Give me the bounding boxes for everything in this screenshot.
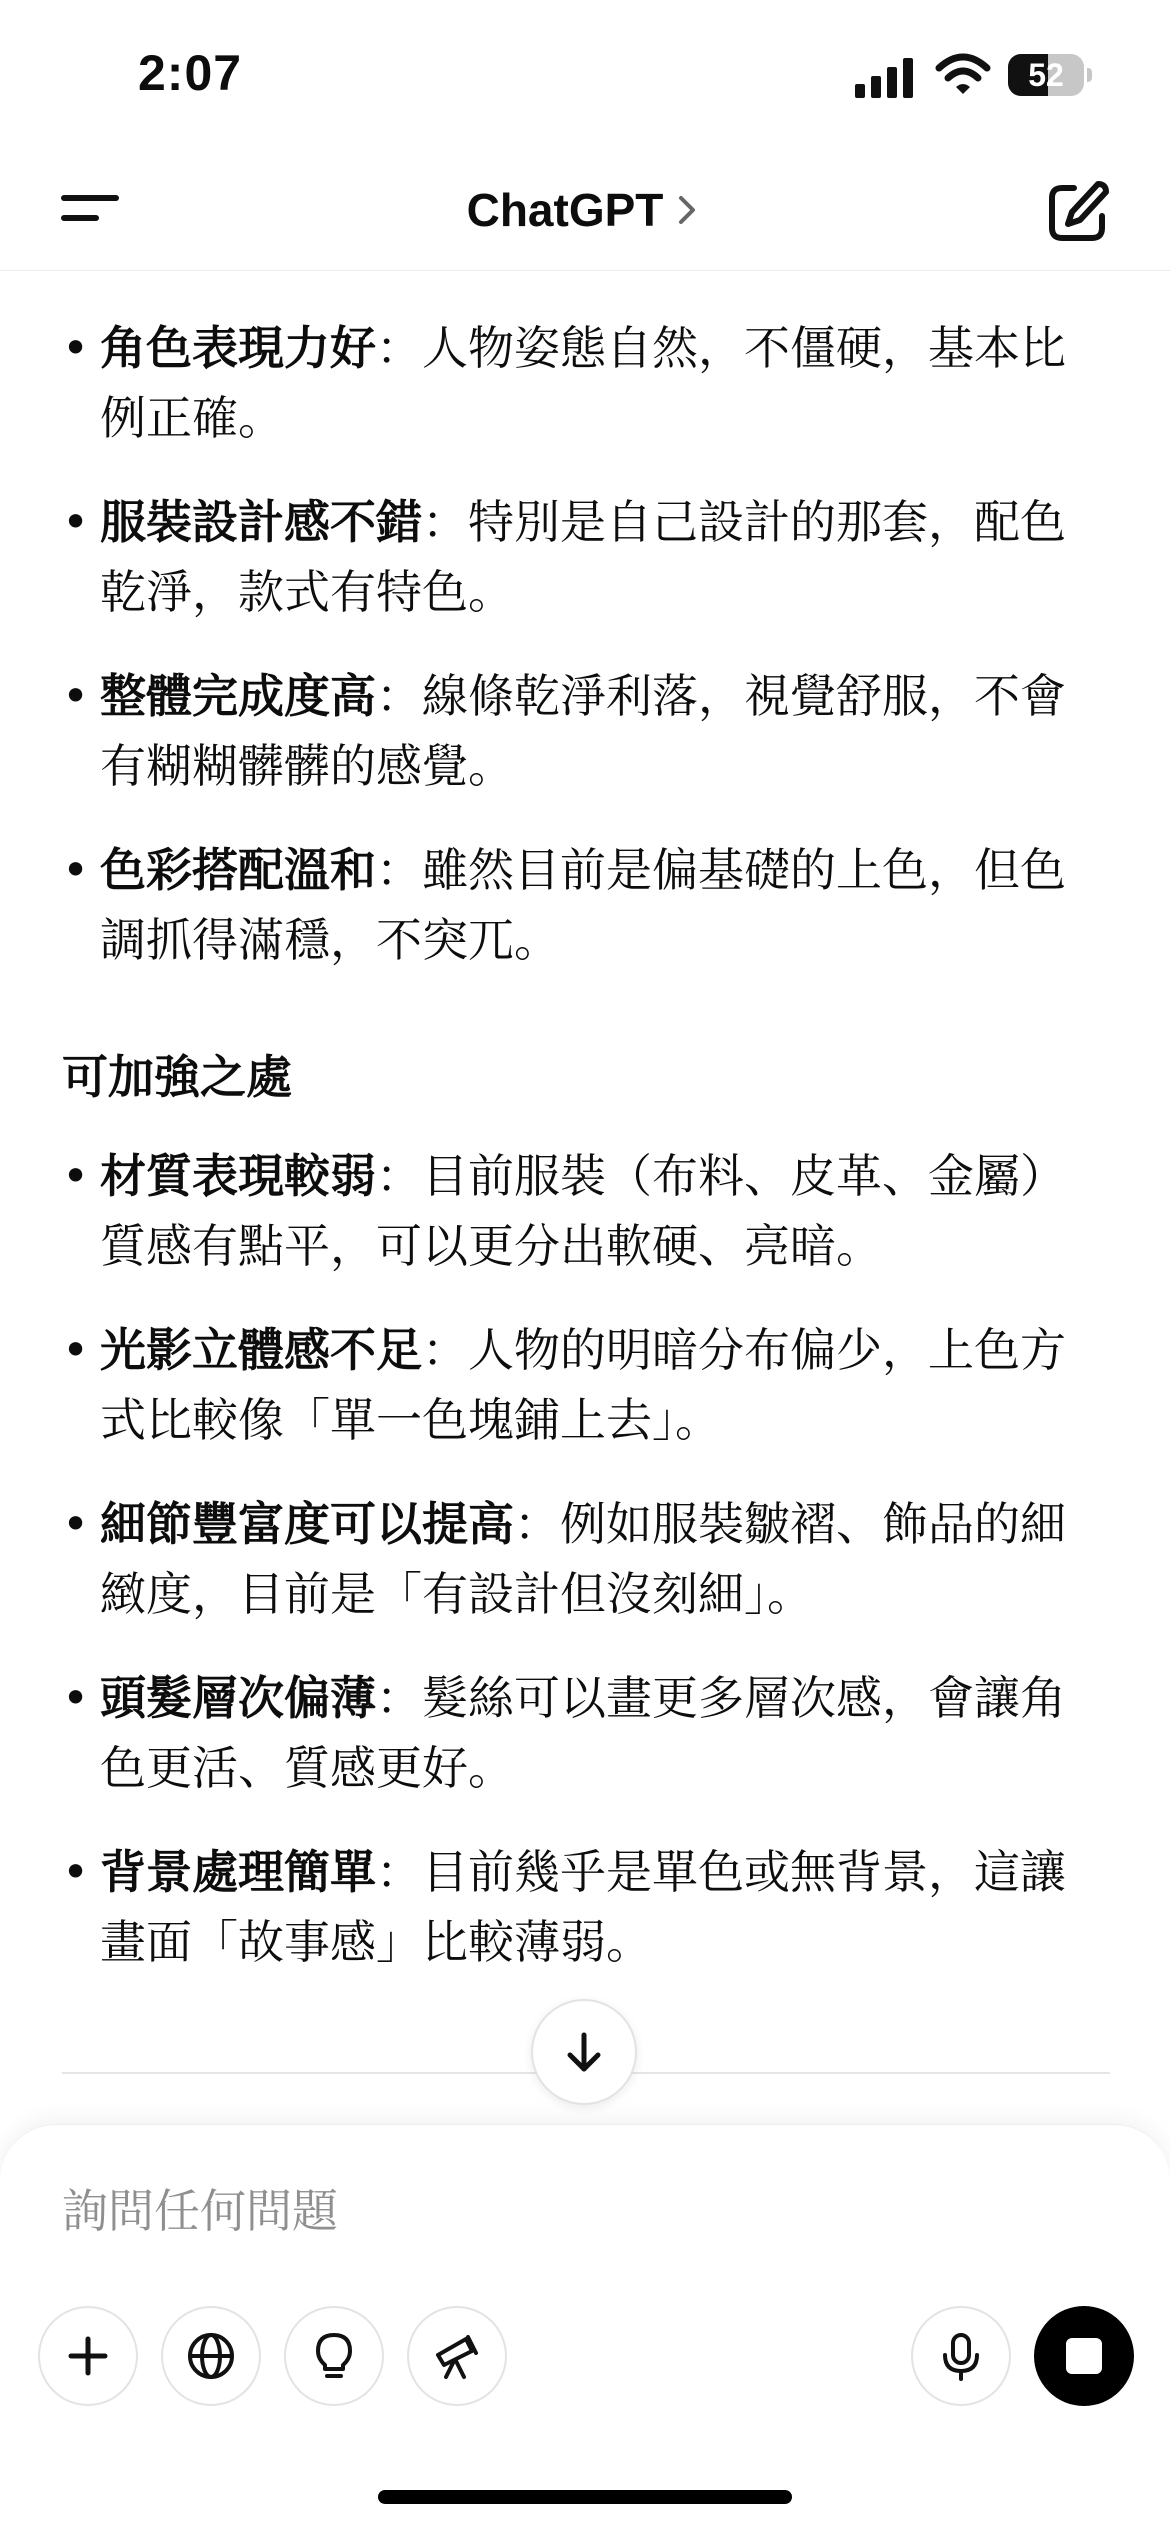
model-selector[interactable] [385,178,785,242]
arrow-down-icon [559,2027,609,2077]
globe-icon [184,2329,238,2383]
battery-icon [1008,54,1092,98]
home-indicator [378,2490,792,2504]
list-item: • 服裝設計感不錯：特別是自己設計的那套，配色乾淨，款式有特色。 [62,495,1066,619]
status-time: 2:07 [138,45,243,101]
list-item: • 背景處理簡單：目前幾乎是單色或無背景，這讓畫面「故事感」比較薄弱。 [62,1845,1066,1969]
telescope-icon [430,2329,484,2383]
nav-title: ChatGPT [466,184,664,236]
menu-icon [50,176,130,240]
deep-research-button[interactable] [407,2306,507,2406]
stop-icon [1066,2338,1102,2374]
list-item: • 色彩搭配溫和：雖然目前是偏基礎的上色，但色調抓得滿穩，不突兀。 [62,843,1066,967]
new-chat-button[interactable] [1040,174,1116,250]
stop-button[interactable] [1034,2306,1134,2406]
battery-level: 52 [1028,57,1064,93]
list-item: • 光影立體感不足：人物的明暗分布偏少，上色方式比較像「單一色塊鋪上去」。 [62,1323,1066,1447]
reason-button[interactable] [284,2306,384,2406]
web-search-button[interactable] [161,2306,261,2406]
plus-icon [63,2331,113,2381]
section-heading: 可加強之處 [62,1050,292,1104]
list-item: • 角色表現力好：人物姿態自然，不僵硬，基本比例正確。 [62,321,1066,445]
signal-icon [855,58,915,98]
compose-icon [1040,174,1116,250]
status-bar [0,0,1170,150]
list-item: • 頭髮層次偏薄：髮絲可以畫更多層次感，會讓角色更活、質感更好。 [62,1671,1066,1795]
prompt-input[interactable] [62,2171,1102,2251]
wifi-icon [935,52,991,96]
scroll-down-button[interactable] [531,1999,637,2105]
list-item: • 細節豐富度可以提高：例如服裝皺褶、飾品的細緻度，目前是「有設計但沒刻細」。 [62,1497,1066,1621]
list-item: • 材質表現較弱：目前服裝（布料、皮革、金屬）質感有點平，可以更分出軟硬、亮暗。 [62,1149,1066,1273]
menu-button[interactable] [50,176,130,240]
microphone-icon [934,2329,988,2383]
chevron-right-icon [673,192,703,228]
attach-button[interactable] [38,2306,138,2406]
strengths-list [0,313,1170,1009]
lightbulb-icon [307,2329,361,2383]
assistant-message [0,271,1170,2071]
nav-bar [0,150,1170,271]
voice-input-button[interactable] [911,2306,1011,2406]
improvements-list [0,1141,1170,2011]
list-item: • 整體完成度高：線條乾淨利落，視覺舒服，不會有糊糊髒髒的感覺。 [62,669,1066,793]
